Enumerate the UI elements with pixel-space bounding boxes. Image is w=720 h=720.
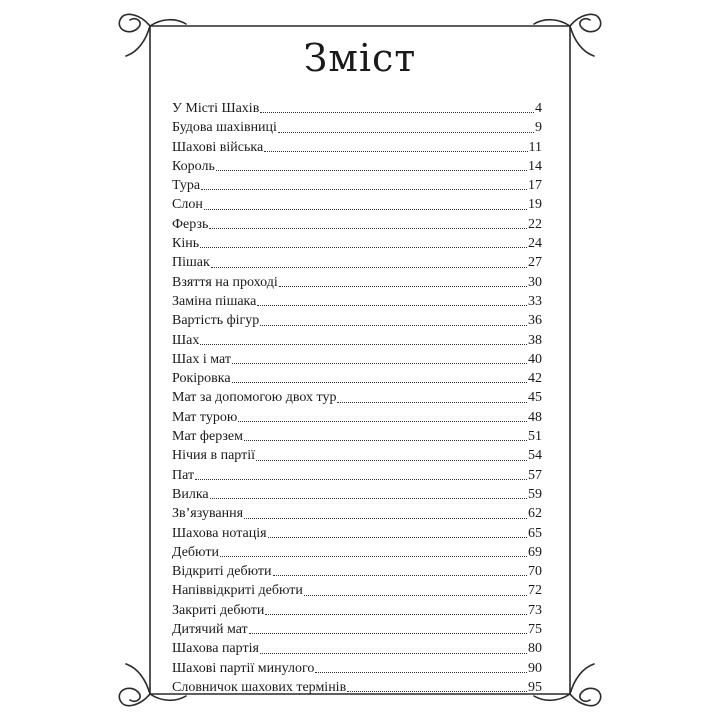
toc-entry-label: Мат ферзем bbox=[172, 429, 243, 445]
toc-entry[interactable] bbox=[172, 427, 542, 446]
toc-entry-page: 90 bbox=[528, 660, 542, 676]
toc-entry[interactable] bbox=[172, 369, 542, 388]
toc-dot-leader bbox=[211, 267, 527, 268]
toc-entry[interactable] bbox=[172, 581, 542, 600]
toc-entry[interactable] bbox=[172, 639, 542, 658]
toc-dot-leader bbox=[249, 633, 527, 634]
toc-entry[interactable] bbox=[172, 234, 542, 253]
toc-entry-page: 42 bbox=[528, 371, 542, 387]
toc-dot-leader bbox=[209, 228, 527, 229]
toc-entry-label: Заміна пішака bbox=[172, 293, 257, 309]
toc-entry-label: Шахова партія bbox=[172, 641, 259, 657]
toc-entry[interactable] bbox=[172, 524, 542, 543]
toc-entry-label: Шахова нотація bbox=[172, 525, 267, 541]
toc-entry[interactable] bbox=[172, 176, 542, 195]
toc-entry-page: 75 bbox=[528, 622, 542, 638]
toc-dot-leader bbox=[244, 518, 527, 519]
toc-entry[interactable] bbox=[172, 620, 542, 639]
toc-dot-leader bbox=[268, 537, 527, 538]
toc-entry[interactable] bbox=[172, 659, 542, 678]
toc-entry-page: 72 bbox=[528, 583, 542, 599]
toc-entry-label: Шахові партії минулого bbox=[172, 660, 315, 676]
toc-entry-page: 45 bbox=[528, 390, 542, 406]
toc-entry-label: Король bbox=[172, 158, 215, 174]
toc-entry-page: 38 bbox=[528, 332, 542, 348]
toc-dot-leader bbox=[220, 556, 527, 557]
toc-dot-leader bbox=[232, 382, 527, 383]
toc-dot-leader bbox=[265, 614, 527, 615]
toc-entry-label: Дитячий мат bbox=[172, 622, 248, 638]
toc-entry-page: 9 bbox=[535, 120, 542, 136]
toc-entry-label: Рокіровка bbox=[172, 371, 231, 387]
toc-entry-page: 59 bbox=[528, 486, 542, 502]
toc-entry-label: Напіввідкриті дебюти bbox=[172, 583, 303, 599]
toc-entry-page: 27 bbox=[528, 255, 542, 271]
toc-dot-leader bbox=[279, 286, 527, 287]
toc-entry[interactable] bbox=[172, 215, 542, 234]
toc-dot-leader bbox=[347, 691, 527, 692]
toc-entry[interactable] bbox=[172, 138, 542, 157]
toc-dot-leader bbox=[204, 209, 527, 210]
toc-entry[interactable] bbox=[172, 408, 542, 427]
toc-entry-label: Дебюти bbox=[172, 544, 219, 560]
toc-dot-leader bbox=[260, 653, 527, 654]
toc-entry-label: Зв’язування bbox=[172, 506, 244, 522]
toc-entry-label: Взяття на проході bbox=[172, 274, 278, 290]
toc-entry-label: Пат bbox=[172, 467, 195, 483]
toc-entry-page: 22 bbox=[528, 216, 542, 232]
toc-entry-label: Будова шахівниці bbox=[172, 120, 277, 136]
toc-dot-leader bbox=[232, 363, 527, 364]
toc-dot-leader bbox=[238, 421, 527, 422]
toc-dot-leader bbox=[273, 575, 528, 576]
toc-dot-leader bbox=[210, 498, 527, 499]
toc-entry-page: 70 bbox=[528, 564, 542, 580]
toc-entry[interactable] bbox=[172, 543, 542, 562]
toc-dot-leader bbox=[200, 247, 527, 248]
toc-entry-label: Шах і мат bbox=[172, 351, 231, 367]
toc-entry-label: Вилка bbox=[172, 486, 209, 502]
toc-entry[interactable] bbox=[172, 485, 542, 504]
toc-dot-leader bbox=[278, 132, 534, 133]
toc-entry[interactable] bbox=[172, 195, 542, 214]
toc-entry[interactable] bbox=[172, 292, 542, 311]
toc-dot-leader bbox=[337, 402, 527, 403]
toc-entry-page: 65 bbox=[528, 525, 542, 541]
toc-dot-leader bbox=[257, 305, 527, 306]
toc-entry-label: Мат турою bbox=[172, 409, 238, 425]
toc-dot-leader bbox=[216, 170, 527, 171]
toc-entry-page: 57 bbox=[528, 467, 542, 483]
toc-entry-page: 95 bbox=[528, 679, 542, 695]
toc-entry[interactable] bbox=[172, 331, 542, 350]
toc-entry-label: Тура bbox=[172, 178, 201, 194]
toc-entry-label: У Місті Шахів bbox=[172, 101, 260, 116]
toc-entry-page: 40 bbox=[528, 351, 542, 367]
toc-entry-page: 48 bbox=[528, 409, 542, 425]
toc-entry-page: 4 bbox=[535, 101, 542, 116]
toc-entry[interactable] bbox=[172, 504, 542, 523]
toc-entry-label: Мат за допомогою двох тур bbox=[172, 390, 337, 406]
toc-dot-leader bbox=[264, 151, 527, 152]
toc-entry[interactable] bbox=[172, 311, 542, 330]
toc-entry-label: Вартість фігур bbox=[172, 313, 260, 329]
page-title: Зміст bbox=[303, 36, 417, 80]
toc-entry-page: 14 bbox=[528, 158, 542, 174]
toc-entry[interactable] bbox=[172, 99, 542, 118]
toc-entry[interactable] bbox=[172, 446, 542, 465]
toc-entry-label: Шах bbox=[172, 332, 200, 348]
toc-entry-page: 19 bbox=[528, 197, 542, 213]
toc-entry[interactable] bbox=[172, 118, 542, 137]
toc-entry-label: Слон bbox=[172, 197, 203, 213]
toc-entry-label: Ферзь bbox=[172, 216, 209, 232]
toc-entry-label: Шахові війська bbox=[172, 139, 264, 155]
toc-entry-label: Нічия в партії bbox=[172, 448, 256, 464]
toc-entry-page: 51 bbox=[528, 429, 542, 445]
toc-entry-page: 54 bbox=[528, 448, 542, 464]
toc-dot-leader bbox=[200, 344, 527, 345]
toc-entry-page: 30 bbox=[528, 274, 542, 290]
toc-entry-page: 69 bbox=[528, 544, 542, 560]
table-of-contents bbox=[172, 99, 542, 697]
toc-dot-leader bbox=[260, 325, 527, 326]
toc-entry-page: 80 bbox=[528, 641, 542, 657]
toc-entry-page: 62 bbox=[528, 506, 542, 522]
toc-entry[interactable] bbox=[172, 273, 542, 292]
toc-entry-page: 36 bbox=[528, 313, 542, 329]
toc-entry-page: 11 bbox=[528, 139, 542, 155]
toc-entry[interactable] bbox=[172, 601, 542, 620]
toc-dot-leader bbox=[244, 440, 527, 441]
toc-entry-page: 17 bbox=[528, 178, 542, 194]
toc-entry[interactable] bbox=[172, 157, 542, 176]
toc-dot-leader bbox=[260, 112, 534, 113]
toc-entry[interactable] bbox=[172, 388, 542, 407]
toc-dot-leader bbox=[201, 189, 527, 190]
toc-entry[interactable] bbox=[172, 253, 542, 272]
toc-entry-page: 24 bbox=[528, 236, 542, 252]
toc-entry-label: Пішак bbox=[172, 255, 210, 271]
toc-entry[interactable] bbox=[172, 678, 542, 697]
toc-entry-page: 73 bbox=[528, 602, 542, 618]
toc-dot-leader bbox=[256, 460, 527, 461]
toc-dot-leader bbox=[304, 595, 527, 596]
toc-entry[interactable] bbox=[172, 466, 542, 485]
toc-entry-label: Кінь bbox=[172, 236, 200, 252]
toc-entry[interactable] bbox=[172, 350, 542, 369]
toc-dot-leader bbox=[315, 672, 527, 673]
toc-entry-label: Закриті дебюти bbox=[172, 602, 265, 618]
toc-entry-label: Словничок шахових термінів bbox=[172, 679, 347, 695]
toc-entry-label: Відкриті дебюти bbox=[172, 564, 272, 580]
toc-entry-page: 33 bbox=[528, 293, 542, 309]
toc-dot-leader bbox=[195, 479, 527, 480]
toc-entry[interactable] bbox=[172, 562, 542, 581]
